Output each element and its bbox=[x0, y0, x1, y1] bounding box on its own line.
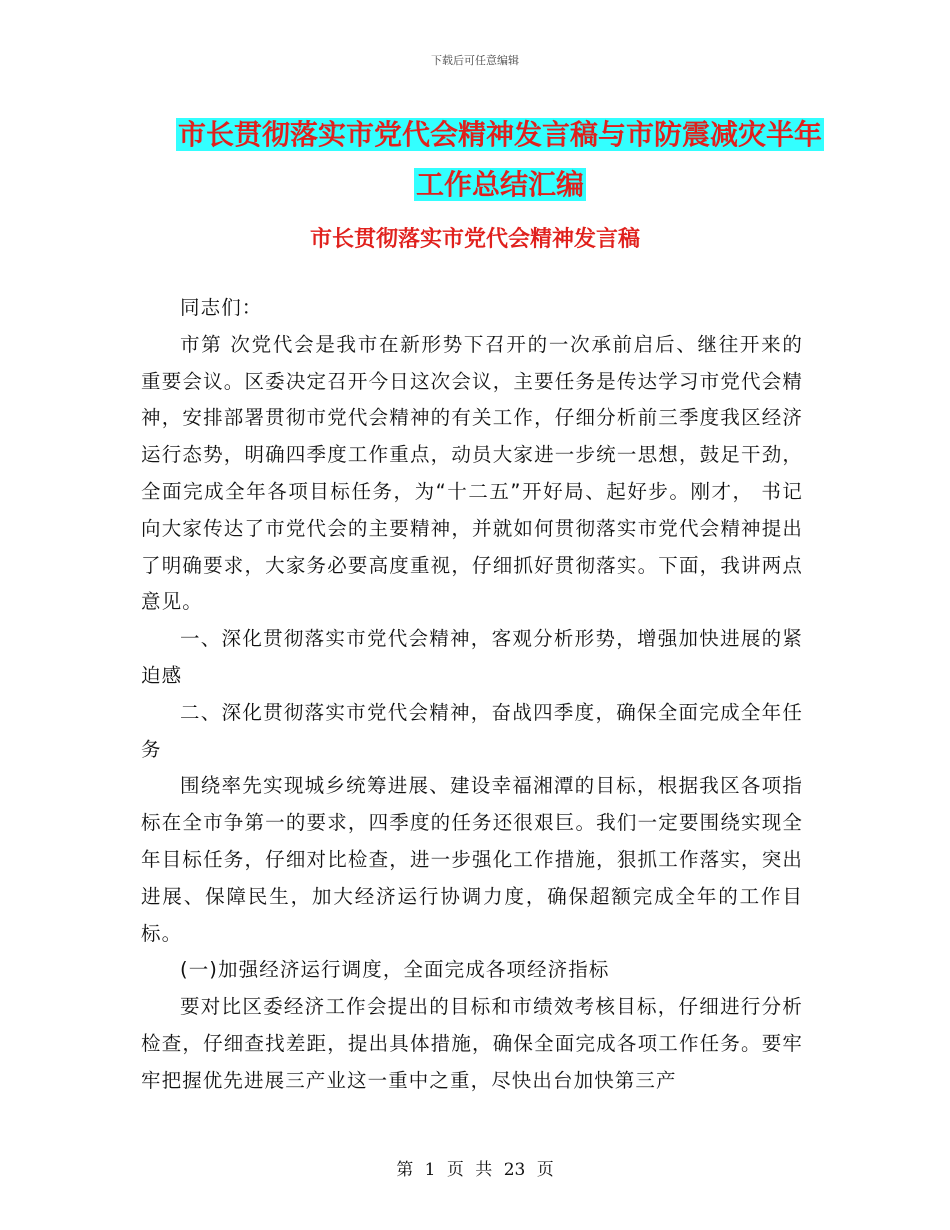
title-line-1: 市长贯彻落实市党代会精神发言稿与市防震减灾半年 bbox=[177, 118, 822, 151]
paragraph-intro: 市第 次党代会是我市在新形势下召开的一次承前启后、继往开来的重要会议。区委决定召开今日这次会议，主要任务是传达学习市党代会精神，安排部署贯彻市党代会精神的有关工作，仔细分析前三季度我区经济运行态势，明确四季度工作重点，动员大家进一步统一思想，鼓足干劲，全面完成全年各项目标任务，为“十二五”开好局、起好步。刚才， 书记向大家传达了市党代会的主要精神，并就如何贯彻落实市党代会精神提出了明确要求，大家务必要高度重视，仔细抓好贯彻落实。下面，我讲两点意见。 bbox=[141, 332, 803, 614]
paragraph-heading-1: 一、深化贯彻落实市党代会精神，客观分析形势，增强加快进展的紧迫感 bbox=[141, 627, 803, 687]
document-title bbox=[140, 110, 860, 210]
page-footer: 第 1 页 共 23 页 bbox=[396, 1160, 554, 1180]
paragraph-greeting: 同志们： bbox=[180, 296, 263, 319]
paragraph-heading-2: 二、深化贯彻落实市党代会精神，奋战四季度，确保全面完成全年任务 bbox=[141, 700, 803, 761]
title-line-2: 工作总结汇编 bbox=[415, 168, 584, 201]
paragraph-economy: 要对比区委经济工作会提出的目标和市绩效考核目标，仔细进行分析检查，仔细查找差距，提出具体措施，确保全面完成各项工作任务。要牢牢把握优先进展三产业这一重中之重，尽快出台加快第三产 bbox=[141, 995, 803, 1092]
paragraph-subheading-1: (一)加强经济运行调度，全面完成各项经济指标 bbox=[180, 958, 610, 982]
section-title: 市长贯彻落实市党代会精神发言稿 bbox=[309, 227, 640, 252]
document-body bbox=[141, 290, 803, 1100]
paragraph-goals: 围绕率先实现城乡统筹进展、建设幸福湘潭的目标，根据我区各项指标在全市争第一的要求，四季度的任务还很艰巨。我们一定要围绕实现全年目标任务，仔细对比检查，进一步强化工作措施，狠抓工作落实，突出进展、保障民生，加大经济运行协调力度，确保超额完成全年的工作目标。 bbox=[141, 774, 803, 945]
page-header: 下载后可任意编辑 bbox=[431, 54, 519, 67]
